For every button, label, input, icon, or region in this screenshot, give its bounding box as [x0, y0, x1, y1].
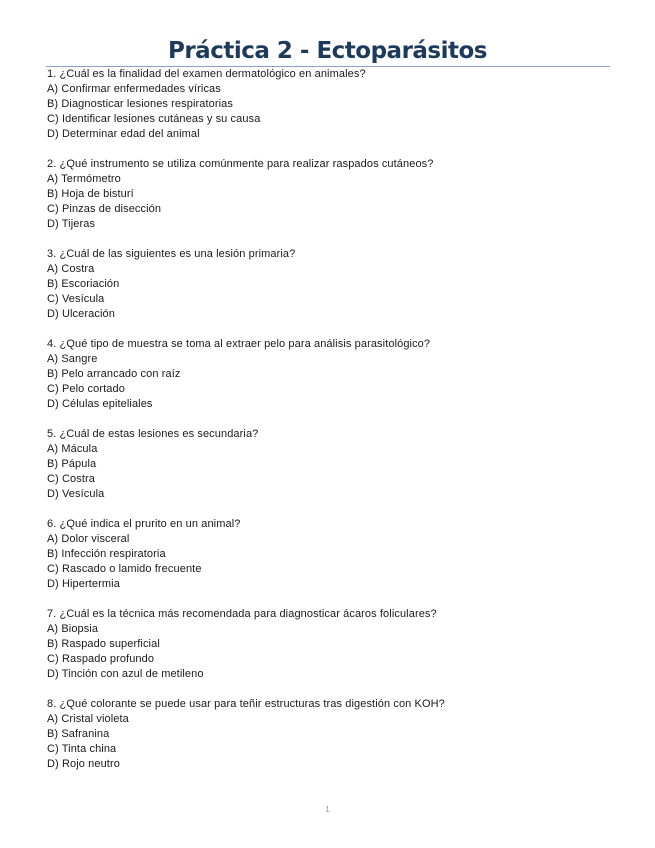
option-a: A) Mácula	[47, 443, 98, 455]
option-a: A) Sangre	[47, 353, 98, 365]
option-c: C) Costra	[47, 473, 95, 485]
question-8	[47, 697, 607, 772]
option-d: D) Vesícula	[47, 488, 105, 500]
question-4	[47, 337, 607, 412]
option-d: D) Tinción con azul de metileno	[47, 668, 204, 680]
option-d: D) Determinar edad del animal	[47, 128, 200, 140]
option-b: B) Escoriación	[47, 278, 120, 290]
question-6	[47, 517, 607, 592]
option-c: C) Raspado profundo	[47, 653, 155, 665]
option-a: A) Termómetro	[47, 173, 121, 185]
option-c: C) Pelo cortado	[47, 383, 125, 395]
option-a: A) Dolor visceral	[47, 533, 130, 545]
question-text: 8. ¿Qué colorante se puede usar para teñir estructuras tras digestión con KOH?	[47, 698, 445, 710]
option-a: A) Biopsia	[47, 623, 99, 635]
question-text: 6. ¿Qué indica el prurito en un animal?	[47, 518, 241, 530]
option-d: D) Ulceración	[47, 308, 115, 320]
option-c: C) Tinta china	[47, 743, 117, 755]
option-b: B) Infección respiratoria	[47, 548, 166, 560]
option-d: D) Células epiteliales	[47, 398, 153, 410]
question-text: 3. ¿Cuál de las siguientes es una lesión primaria?	[47, 248, 296, 260]
option-a: A) Confirmar enfermedades víricas	[47, 83, 221, 95]
option-d: D) Tijeras	[47, 218, 96, 230]
question-7	[47, 607, 607, 682]
option-c: C) Rascado o lamido frecuente	[47, 563, 202, 575]
question-text: 1. ¿Cuál es la finalidad del examen dermatológico en animales?	[47, 68, 366, 80]
option-b: B) Pápula	[47, 458, 97, 470]
option-b: B) Raspado superficial	[47, 638, 160, 650]
question-2	[47, 157, 607, 232]
question-text: 2. ¿Qué instrumento se utiliza comúnmente para realizar raspados cutáneos?	[47, 158, 434, 170]
question-1	[47, 67, 607, 142]
option-c: C) Pinzas de disección	[47, 203, 162, 215]
option-c: C) Vesícula	[47, 293, 105, 305]
question-3	[47, 247, 607, 322]
option-b: B) Safranina	[47, 728, 110, 740]
option-b: B) Pelo arrancado con raíz	[47, 368, 181, 380]
question-list	[47, 67, 607, 787]
option-d: D) Rojo neutro	[47, 758, 120, 770]
option-b: B) Diagnosticar lesiones respiratorias	[47, 98, 233, 110]
option-d: D) Hipertermia	[47, 578, 120, 590]
question-5	[47, 427, 607, 502]
question-text: 5. ¿Cuál de estas lesiones es secundaria?	[47, 428, 259, 440]
question-text: 7. ¿Cuál es la técnica más recomendada para diagnosticar ácaros foliculares?	[47, 608, 437, 620]
page-title: Práctica 2 - Ectoparásitos	[167, 38, 487, 64]
option-c: C) Identificar lesiones cutáneas y su causa	[47, 113, 261, 125]
page-number: 1	[325, 805, 330, 814]
option-b: B) Hoja de bisturí	[47, 188, 134, 200]
option-a: A) Costra	[47, 263, 95, 275]
option-a: A) Cristal violeta	[47, 713, 129, 725]
question-text: 4. ¿Qué tipo de muestra se toma al extraer pelo para análisis parasitológico?	[47, 338, 431, 350]
